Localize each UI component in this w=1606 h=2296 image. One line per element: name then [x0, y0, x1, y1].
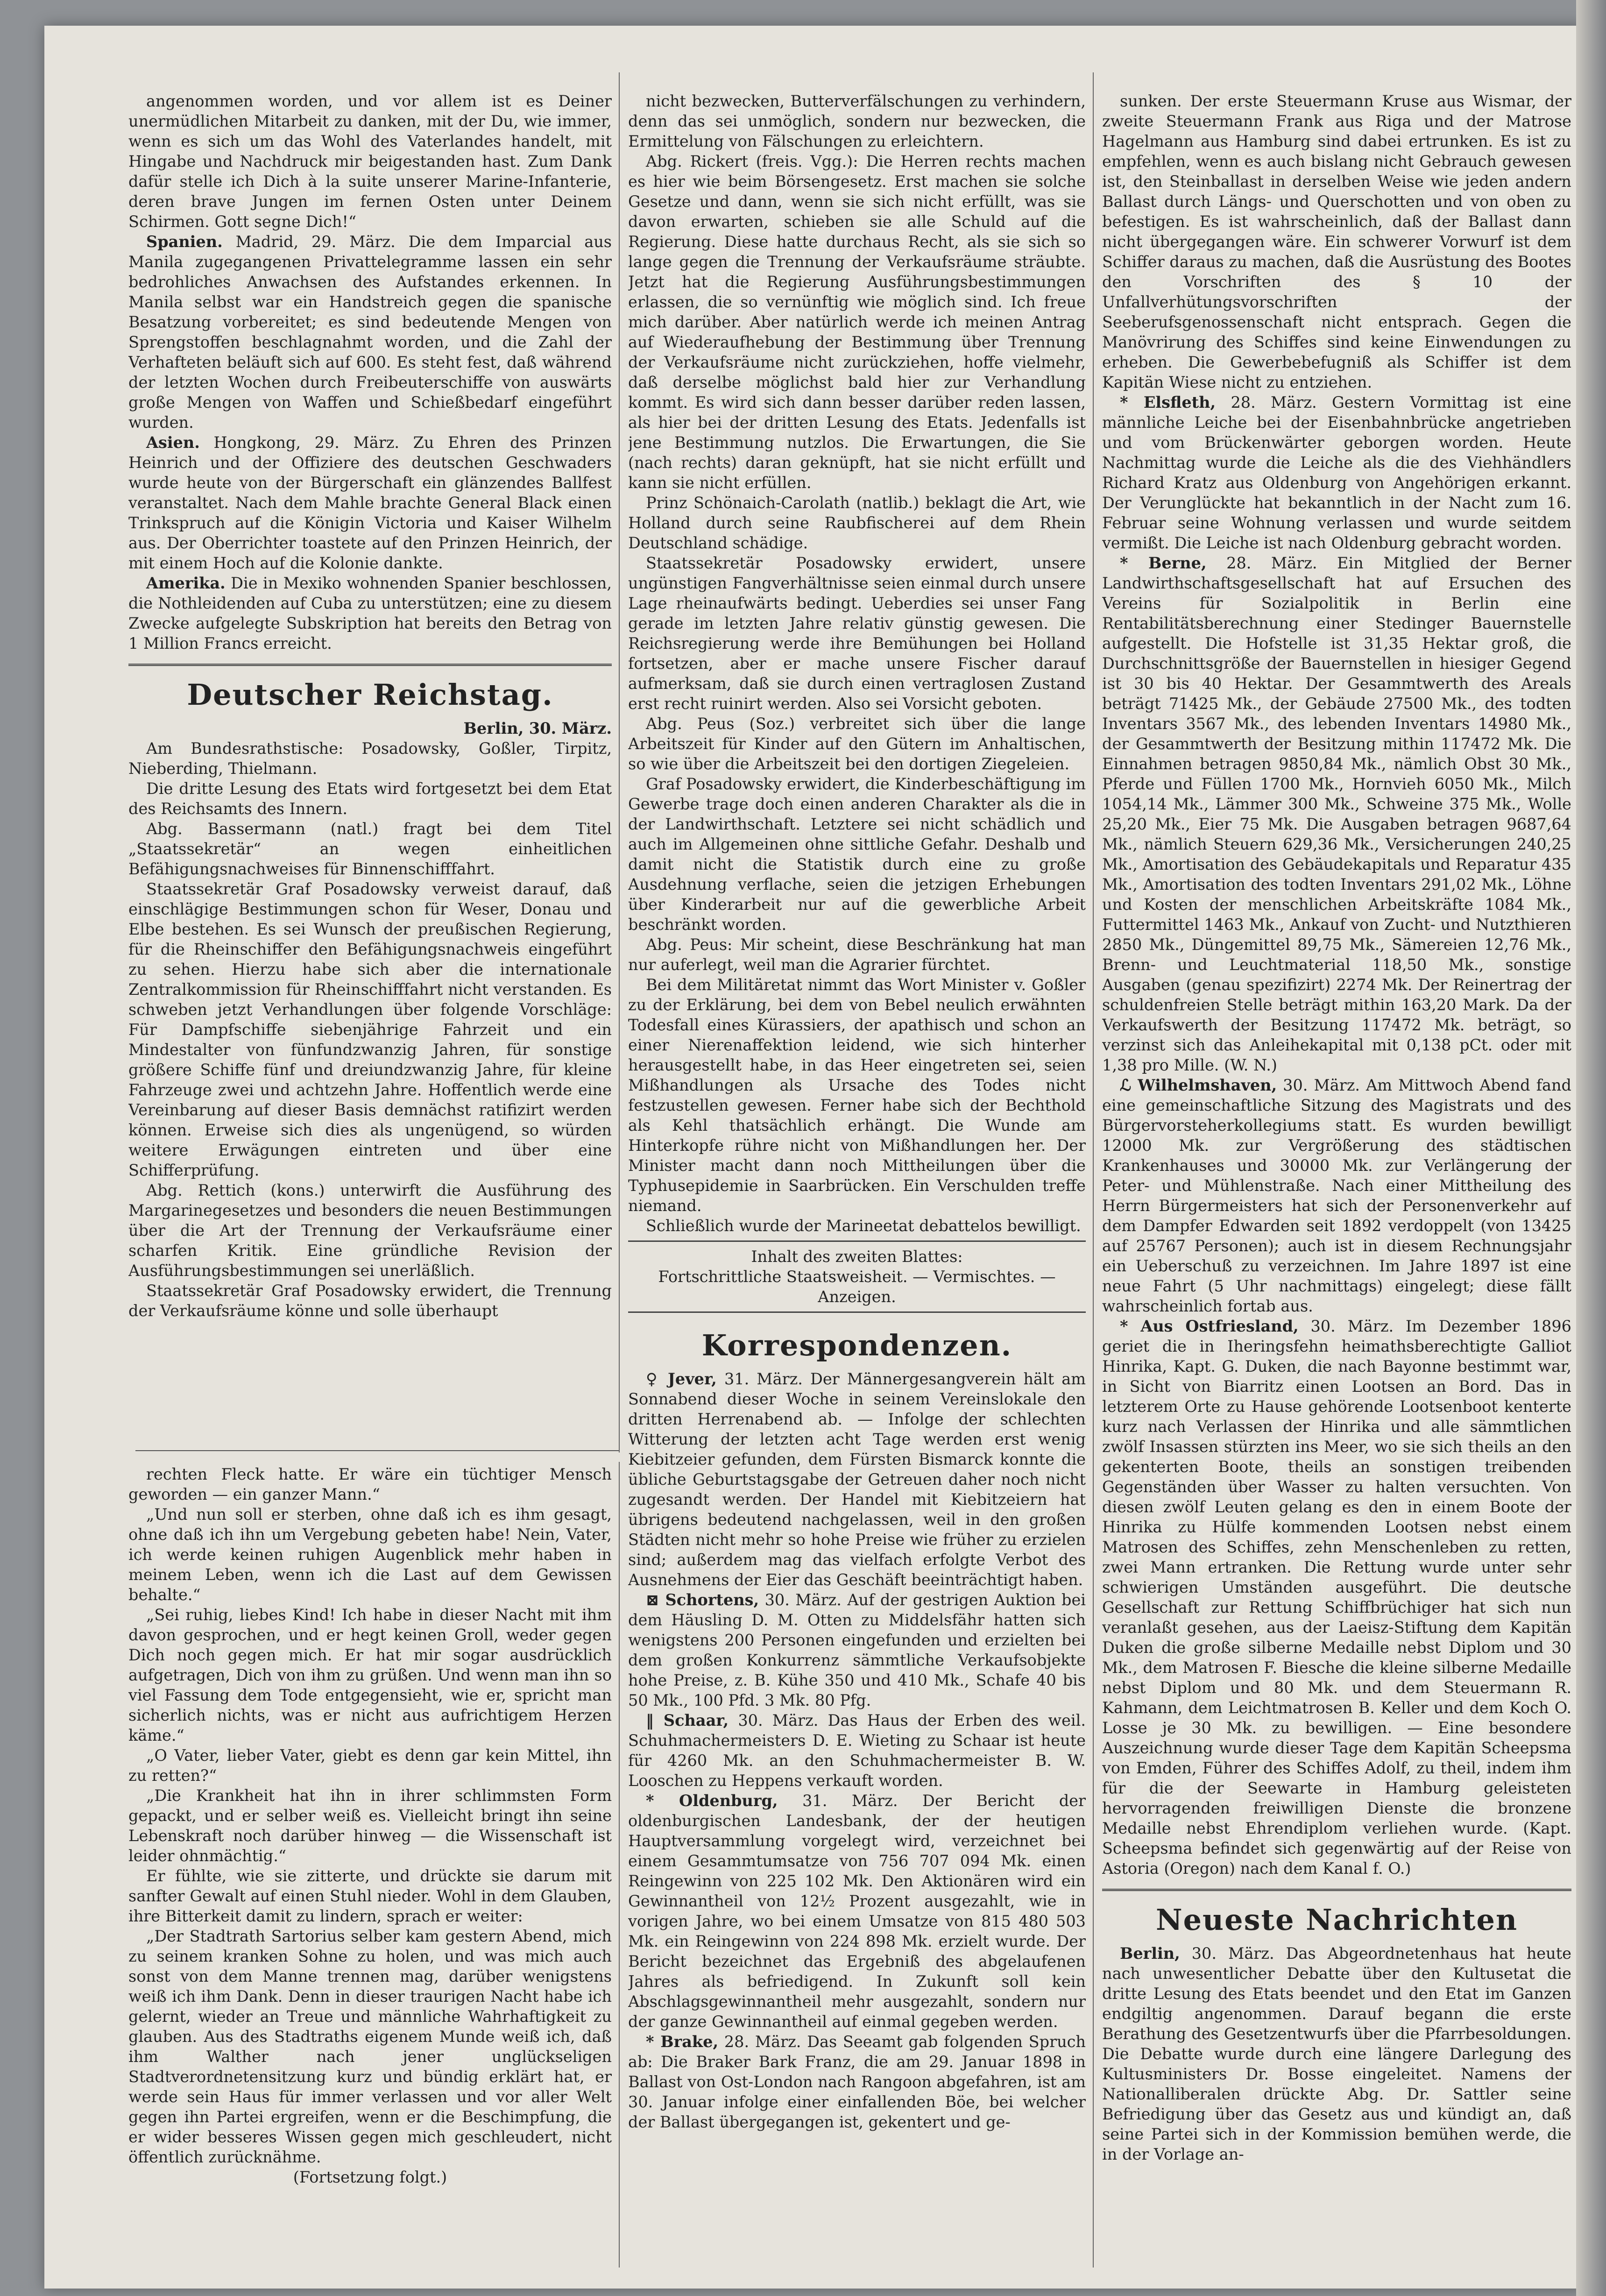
- news-item-heading: Asien.: [146, 433, 200, 452]
- correspondence-item-heading: * Aus Ostfriesland,: [1120, 1317, 1299, 1335]
- news-item-body: angenommen worden, und vor allem ist es Deiner unermüdlichen Mitarbeit zu danken, mit der Du, wie immer, wenn es sich um das Wohl des Vaterlandes handelt, mit Hingabe und Nachdruck mir beigestanden hast. Zum Dank dafür stelle ich Dich à la suite unserer Marine-Infanterie, deren brave Jungen im fernen Osten unter Deinem Schirmen. Gott segne Dich!“: [128, 92, 612, 231]
- feuilleton-paragraph: „O Vater, lieber Vater, giebt es denn gar kein Mittel, ihn zu retten?“: [128, 1746, 612, 1785]
- reichstag-paragraph: Am Bundesrathstische: Posadowsky, Goßler, Tirpitz, Nieberding, Thielmann.: [128, 739, 612, 778]
- page-edge: [1576, 0, 1606, 2296]
- correspondence-item-body: 31. März. Der Männergesangverein hält am Sonnabend dieser Woche in seinem Vereinslokale den dritten Herrenabend ab. — Infolge der schlechten Witterung der letzten acht Tage werden erst wenig Kiebitzeier gefunden, dem Fürsten Bismarck konnte die übliche Geburtstagsgabe der Getreuen daher noch nicht zugesandt werden. Der Handel mit Kiebitzeiern hat übrigens bedeutend nachgelassen, weil in den großen Städten nicht mehr so hohe Preise wie früher zu erzielen sind; außerdem mag das vielfach erfolgte Verbot des Ausnehmens der Eier das Geschäft beeinträchtigt haben.: [628, 1370, 1086, 1589]
- reichstag-paragraph: Staatssekretär Posadowsky erwidert, unsere ungünstigen Fangverhältnisse seien einmal durch unsere Lage rheinaufwärts bedingt. Ueberdies sei unser Fang gerade im letzten Jahre relativ günstig gewesen. Die Reichsregierung werde ihre Bemühungen bei Holland fortsetzen, aber er mache unsere Fischer darauf aufmerksam, daß sie durch einen vertraglosen Zustand erst recht ruinirt werden. Also sei Vorsicht geboten.: [628, 554, 1086, 713]
- news-item: [128, 91, 612, 232]
- correspondence-item-heading: ℒ Wilhelmshaven,: [1120, 1076, 1277, 1094]
- reichstag-title: Deutscher Reichstag.: [187, 678, 553, 712]
- correspondence-item-body: 28. März. Das Seeamt gab folgenden Spruch ab: Die Braker Bark Franz, die am 29. Januar 1898 in Ballast von Ost-London nach Rangoon abgefahren, ist am 30. Januar infolge einer einfallenden Böe, bei welcher der Ballast übergegangen ist, gekentert und ge-: [628, 2033, 1086, 2131]
- correspondence-item: [1102, 1316, 1571, 1878]
- reichstag-paragraph: nicht bezwecken, Butterverfälschungen zu verhindern, denn das sei unmöglich, sondern nur bezwecken, die Ermittelung von Fälschungen zu erleichtern.: [628, 92, 1086, 150]
- correspondence-item: [628, 2032, 1086, 2132]
- correspondence-item-body: 28. März. Ein Mitglied der Berner Landwirthschaftsgesellschaft hat auf Ersuchen des Vereins für Sozialpolitik in Berlin eine Rentabilitätsberechnung einer Stedinger Bauernstelle aufgestellt. Die Hofstelle ist 31,35 Hektar groß, die Durchschnittsgröße der Bauernstellen in hiesiger Gegend ist 30 bis 40 Hektar. Der Gesammtwerth des Areals beträgt 71425 Mk., der Gebäude 27500 Mk., des todten Inventars 3567 Mk., des lebenden Inventars 14980 Mk., der Gesammtwerth der Besitzung mithin 117472 Mk. Die Einnahmen betragen 9850,84 Mk., nämlich Obst 30 Mk., Pferde und Füllen 1700 Mk., Hornvieh 6050 Mk., Milch 1054,14 Mk., Lämmer 300 Mk., Schweine 375 Mk., Wolle 25,20 Mk., Eier 75 Mk. Die Ausgaben betragen 9687,64 Mk., nämlich Steuern 629,36 Mk., Versicherungen 240,25 Mk., Amortisation des Gebäudekapitals und Reparatur 435 Mk., Amortisation des todten Inventars 291,02 Mk., Löhne und Kosten der menschlichen Arbeitskräfte 1084 Mk., Futtermittel 1463 Mk., Ankauf von Zucht- und Nutzthieren 2850 Mk., Düngemittel 89,75 Mk., Sämereien 12,76 Mk., Brenn- und Leuchtmaterial 118,50 Mk., sonstige Ausgaben (genau spezifizirt) 2274 Mk. Der Reinertrag der schuldenfreien Stelle beträgt mithin 163,20 Mark. Da der Verkaufswerth der Besitzung 117472 Mk. beträgt, so verzinst sich das Anleihekapital mit 0,138 pCt. oder mit 1,38 pro Mille. (W. N.): [1102, 554, 1571, 1074]
- correspondence-continued: [1102, 91, 1571, 1878]
- reichstag-paragraph: Staatssekretär Graf Posadowsky verweist darauf, daß einschlägige Bestimmungen schon für Weser, Donau und Elbe bestehen. Es sei Wunsch der preußischen Regierung, für die Rheinschiffer den Befähigungsnachweis eingeführt zu sehen. Hierzu habe sich aber die internationale Zentralkommission für Rheinschifffahrt nicht verstanden. Es schweben jetzt Verhandlungen über folgende Vorschläge: Für Dampfschiffe siebenjährige Fahrzeit und ein Mindestalter von fünfundzwanzig Jahren, für sonstige größere Schiffe fünf und dreiundzwanzig Jahre, für kleine Fahrzeuge zwei und achtzehn Jahre. Hoffentlich werde eine Vereinbarung auf dieser Basis demnächst ratifizirt werden können. Erweise sich dies als ungenügend, so würden weitere Erwägungen eintreten und über eine Schifferprüfung.: [128, 880, 612, 1179]
- correspondence-item-heading: ⊠ Schortens,: [646, 1591, 759, 1609]
- contents-box: [628, 1240, 1086, 1313]
- column-rule-1: [619, 72, 620, 1453]
- column-1: [128, 91, 612, 1446]
- column-3: [1102, 91, 1571, 2268]
- contents-items: Fortschrittliche Staatsweisheit. — Vermischtes. — Anzeigen.: [658, 1268, 1056, 1306]
- news-item: [128, 573, 612, 653]
- reichstag-paragraph: Prinz Schönaich-Carolath (natlib.) beklagt die Art, wie Holland durch seine Raubfischerei auf dem Rhein Deutschland schädige.: [628, 494, 1086, 552]
- correspondence-item: [1102, 1075, 1571, 1316]
- reichstag-report-continued: [628, 91, 1086, 1236]
- correspondence-item: [1102, 91, 1571, 392]
- contents-title: Inhalt des zweiten Blattes:: [751, 1247, 963, 1266]
- correspondence-item-heading: * Brake,: [646, 2033, 719, 2051]
- correspondence-item: [628, 1590, 1086, 1710]
- correspondence-item-body: 31. März. Der Bericht der oldenburgischen Landesbank, der der heutigen Hauptversammlung vorgelegt wird, verzeichnet bei einem Gesammtumsatze von 756 707 094 Mk. einen Reingewinn von 225 102 Mk. Den Aktionären wird ein Gewinnantheil von 12½ Prozent ausgezahlt, wie in vorigen Jahre, wo bei einem Umsatze von 815 480 503 Mk. ein Reingewinn von 224 898 Mk. erzielt wurde. Der Bericht bezeichnet das Ergebniß des abgelaufenen Jahres als befriedigend. In Zukunft soll kein Abschlagsgewinnantheil mehr ausgezahlt, sondern nur der ganze Gewinnantheil auf einmal gegeben werden.: [628, 1792, 1086, 2031]
- feuilleton-paragraph: „Und nun soll er sterben, ohne daß ich es ihm gesagt, ohne daß ich ihn um Vergebung gebeten habe! Nein, Vater, ich werde keinen ruhigen Augenblick mehr haben in meinem Leben, wenn ich die Last auf dem Gewissen behalte.“: [128, 1505, 612, 1604]
- correspondence-item-body: 30. März. Auf der gestrigen Auktion bei dem Häusling D. M. Otten zu Middelsfähr hatten sich wenigstens 200 Personen eingefunden und erzielten bei dem großen Konkurrenz sämmtliche Verkaufsobjekte hohe Preise, z. B. Kühe 350 und 410 Mk., Schafe 40 bis 50 Mk., 100 Pfd. 3 Mk. 80 Pfg.: [628, 1591, 1086, 1709]
- feuilleton-paragraph: rechten Fleck hatte. Er wäre ein tüchtiger Mensch geworden — ein ganzer Mann.“: [128, 1465, 612, 1503]
- latest-news-item-heading: Berlin,: [1120, 1944, 1180, 1963]
- feuilleton-separator: [135, 1450, 619, 1451]
- correspondence-item: [1102, 392, 1571, 553]
- feuilleton-paragraph: „Der Stadtrath Sartorius selber kam gestern Abend, mich zu seinem kranken Sohne zu holen, und was mich auch sonst von dem Manne trennen mag, darüber wenigstens weiß ich ihm Dank. Denn in dieser traurigen Nacht habe ich gelernt, wieder an Treue und männliche Wahrhaftigkeit zu glauben. Aus des Stadtraths eigenem Munde weiß ich, daß ihm Walther nach jener unglückseligen Stadtverordnetensitzung kurz und bündig erklärt hat, er werde sein Haus für immer verlassen und vor aller Welt gegen ihn Partei ergreifen, wenn er die Beschimpfung, die er wider besseres Wissen gegen mich geschleudert, nicht öffentlich zurücknähme.: [128, 1927, 612, 2166]
- reichstag-dateline: Berlin, 30. März.: [463, 719, 612, 737]
- reichstag-paragraph: Abg. Rickert (freis. Vgg.): Die Herren rechts machen es hier wie beim Börsengesetz. Erst machen sie solche Gesetze und dann, wenn sie sich nicht erfüllt, was sie davon erwarten, schieben sie alle Schuld auf die Regierung. Diese hatte durchaus Recht, als sie sich so lange gegen die Trennung der Verkaufsräume sträubte. Jetzt hat die Regierung Ausführungsbestimmungen erlassen, die so vernünftig wie möglich sind. Ich freue mich darüber. Aber natürlich werde ich meinen Antrag auf Wiederaufhebung der Bestimmung über Trennung der Verkaufsräume nicht zurückziehen, hoffe vielmehr, daß derselbe möglichst bald hier zur Verhandlung kommt. Es wird sich dann besser darüber reden lassen, als hier bei der dritten Lesung des Etats. Jedenfalls ist jene Bestimmung nutzlos. Die Erwartungen, die Sie (nach rechts) daran geknüpft, hat sie nicht erfüllt und kann sie nicht erfüllen.: [628, 152, 1086, 492]
- correspondence-item: [1102, 553, 1571, 1075]
- column-rule-3: [619, 1462, 620, 2268]
- feuilleton-footer: (Fortsetzung folgt.): [293, 2168, 447, 2186]
- news-item-heading: Spanien.: [146, 233, 223, 251]
- latest-news-title: Neueste Nachrichten: [1155, 1903, 1518, 1937]
- feuilleton-paragraph: Er fühlte, wie sie zitterte, und drückte sie darum mit sanfter Gewalt auf einen Stuhl nieder. Wohl in dem Glauben, ihre Bitterkeit damit zu lindern, sprach er weiter:: [128, 1867, 612, 1925]
- feuilleton-text: [128, 1464, 612, 2167]
- news-item: [128, 232, 612, 432]
- correspondence-item-heading: * Oldenburg,: [646, 1792, 778, 1810]
- correspondence-item-body: 28. März. Gestern Vormittag ist eine männliche Leiche bei der Eisenbahnbrücke angetrieben und vom Brückenwärter geborgen worden. Heute Nachmittag wurde die Leiche als die des Viehhändlers Richard Kratz aus Oldenburg von Angehörigen erkannt. Der Verunglückte hat bekanntlich in der Nacht zum 16. Februar seine Wohnung verlassen und wurde seitdem vermißt. Die Leiche ist nach Oldenburg gebracht worden.: [1102, 393, 1571, 552]
- correspondence-list: [628, 1369, 1086, 2132]
- correspondence-item-heading: * Berne,: [1120, 554, 1207, 572]
- news-item-body: Madrid, 29. März. Die dem Imparcial aus Manila zugegangenen Privattelegramme lassen ein sehr bedrohliches Anwachsen des Aufstandes erkennen. In Manila selbst war ein Handstreich gegen die spanische Besatzung vorbereitet; es sind bedeutende Mengen von Sprengstoffen beschlagnahmt worden, und die Zahl der Verhafteten beläuft sich auf 600. Es steht fest, daß während der letzten Wochen durch Freibeuterschiffe von auswärts große Mengen von Waffen und Schießbedarf eingeführt wurden.: [128, 233, 612, 432]
- correspondence-item: [628, 1369, 1086, 1590]
- reichstag-paragraph: Schließlich wurde der Marineetat debattelos bewilligt.: [646, 1217, 1081, 1235]
- foreign-news: [128, 91, 612, 653]
- correspondence-item-heading: * Elsfleth,: [1120, 393, 1216, 411]
- reichstag-report: [128, 738, 612, 1321]
- latest-news-item-body: 30. März. Das Abgeordnetenhaus hat heute nach unwesentlicher Debatte über den Kultusetat die dritte Lesung des Etats beendet und den Etat im Ganzen endgiltig angenommen. Darauf begann die erste Berathung des Gesetzentwurfs über die Pfarrbesoldungen. Die Debatte wurde durch eine längere Darlegung des Kultusministers Dr. Bosse eingeleitet. Namens der Nationalliberalen drückte Abg. Dr. Sattler seine Befriedigung über das Gesetz aus und kündigt an, daß seine Partei sich in der Kommission bemühen werde, die in der Vorlage an-: [1102, 1944, 1571, 2163]
- reichstag-paragraph: Staatssekretär Graf Posadowsky erwidert, die Trennung der Verkaufsräume könne und solle überhaupt: [128, 1282, 612, 1320]
- correspondence-item-heading: ‖ Schaar,: [646, 1711, 729, 1729]
- column-rule-2: [1093, 72, 1094, 2268]
- reichstag-paragraph: Bei dem Militäretat nimmt das Wort Minister v. Goßler zu der Erklärung, bei dem von Bebel neulich erwähnten Todesfall eines Kürassiers, der apathisch und schon an einer Nierenaffektion leidend, wie sich hinterher herausgestellt habe, in das Heer eingetreten sei, seien Mißhandlungen als Ursache des Todes nicht festzustellen gewesen. Ferner habe sich der Bechthold als Kehl thatsächlich erhängt. Die Wunde am Hinterkopfe rühre nicht von Mißhandlungen her. Der Minister macht dann noch Mittheilungen über die Typhusepidemie in Saarbrücken. Ein Verschulden treffe niemand.: [628, 976, 1086, 1215]
- correspondence-title: Korrespondenzen.: [701, 1328, 1012, 1362]
- correspondence-item-body: 30. März. Am Mittwoch Abend fand eine gemeinschaftliche Sitzung des Magistrats und des Bürgervorsteherkollegiums statt. Es wurden bewilligt 12000 Mk. zur Vergrößerung des städtischen Krankenhauses und 30000 Mk. zur Verlängerung der Peter- und Mühlenstraße. Nach einer Mittheilung des Herrn Bürgermeisters hat sich der Personenverkehr auf dem Dampfer Edwarden seit 1892 verdoppelt (von 13425 auf 25767 Personen); auch ist in diesem Rechnungsjahr ein Ueberschuß zu verzeichnen. Im Jahre 1897 ist eine neue Fahrt (5 Uhr nachmittags) eingelegt; diese fällt wahrscheinlich fortab aus.: [1102, 1076, 1571, 1315]
- feuilleton-column: [128, 1464, 612, 2268]
- reichstag-paragraph: Abg. Peus (Soz.) verbreitet sich über die lange Arbeitszeit für Kinder auf den Gütern im Anhaltischen, so wie über die Arbeitszeit bei den dortigen Ziegeleien.: [628, 715, 1086, 773]
- reichstag-paragraph: Die dritte Lesung des Etats wird fortgesetzt bei dem Etat des Reichsamts des Innern.: [128, 780, 612, 818]
- correspondence-item-body: 30. März. Das Haus der Erben des weil. Schuhmachermeisters D. E. Wieting zu Schaar ist heute für 4260 Mk. an den Schuhmachermeister B. W. Looschen zu Heppens verkauft worden.: [628, 1711, 1086, 1790]
- correspondence-item: [628, 1791, 1086, 2032]
- latest-news-item: [1102, 1943, 1571, 2164]
- correspondence-item-heading: ♀ Jever,: [646, 1370, 717, 1388]
- double-rule: [128, 664, 612, 666]
- correspondence-item: [628, 1710, 1086, 1791]
- news-item-heading: Amerika.: [146, 574, 226, 592]
- newspaper-page: [44, 26, 1585, 2289]
- reichstag-paragraph: Abg. Peus: Mir scheint, diese Beschränkung hat man nur auferlegt, weil man die Agrarier fürchtet.: [628, 935, 1086, 974]
- feuilleton-paragraph: „Die Krankheit hat ihn in ihrer schlimmsten Form gepackt, und er selber weiß es. Vielleicht bringt ihn seine Lebenskraft noch darüber hinweg — die Wissenschaft ist leider ohnmächtig.“: [128, 1786, 612, 1865]
- latest-news: [1102, 1943, 1571, 2164]
- reichstag-paragraph: Graf Posadowsky erwidert, die Kinderbeschäftigung im Gewerbe trage doch einen anderen Charakter als die in der Landwirthschaft. Letztere sei nicht schädlich und auch im Allgemeinen ohne sittliche Gefahr. Deshalb und damit nicht die Statistik durch eine zu große Ausdehnung verflache, seien die jetzigen Erhebungen über Kinderarbeit nur auf die gewerbliche Arbeit beschränkt worden.: [628, 775, 1086, 934]
- reichstag-paragraph: Abg. Rettich (kons.) unterwirft die Ausführung des Margarinegesetzes und besonders die neuen Bestimmungen über die Art der Trennung der Verkaufsräume einer scharfen Kritik. Eine gründliche Revision der Ausführungsbestimmungen sei unerläßlich.: [128, 1181, 612, 1280]
- correspondence-item-body: 30. März. Im Dezember 1896 geriet die in Iheringsfehn heimathsberechtigte Galliot Hinrika, Kapt. G. Duken, die nach Bayonne bestimmt war, in Sicht von Biarritz einen Lootsen an Bord. Das in letzterem Orte zu Hause gehörende Lootsenboot kenterte kurz nach Verlassen der Hinrika und alle sämmtlichen zwölf Insassen stürzten ins Meer, wo sie sich theils an den gekenterten Boote, theils an sonstigen treibenden Gegenständen über Wasser zu halten versuchten. Von diesen zwölf Leuten gelang es den in einem Boote der Hinrika zu Hülfe kommenden Lootsen nebst einem Matrosen des Schiffes, zehn Menschenleben zu retten, zwei Mann ertranken. Die Rettung wurde unter sehr schwierigen Umständen ausgeführt. Die deutsche Gesellschaft zur Rettung Schiffbrüchiger hat sich nun veranlaßt gesehen, aus der Laeisz-Stiftung dem Kapitän Duken die große silberne Medaille nebst Diplom und 30 Mk., dem Matrosen F. Biesche die kleine silberne Medaille nebst Diplom und 80 Mk. und dem Steuermann R. Kahmann, dem Leichtmatrosen B. Keller und dem Koch O. Losse je 30 Mk. zu bewilligen. — Eine besondere Auszeichnung wurde dieser Tage dem Kapitän Scheepsma von Emden, Führer des Schiffes Adolf, zu theil, indem ihm für die der Seewarte in Hamburg geleisteten hervorragenden freiwilligen Dienste die bronzene Medaille nebst Ehrendiplom verliehen wurde. (Kapt. Scheepsma befindet sich gegenwärtig auf der Reise von Astoria (Oregon) nach dem Kanal f. O.): [1102, 1317, 1571, 1878]
- feuilleton-paragraph: „Sei ruhig, liebes Kind! Ich habe in dieser Nacht mit ihm davon gesprochen, und er hegt keinen Groll, weder gegen Dich noch gegen mich. Er hat mir sogar ausdrücklich aufgetragen, Dich von ihm zu grüßen. Und wenn man ihn so viel Fassung dem Tode entgegensieht, wie er, spricht man sicherlich nichts, was er nicht aus aufrichtigem Herzen käme.“: [128, 1606, 612, 1744]
- reichstag-paragraph: Abg. Bassermann (natl.) fragt bei dem Titel „Staatssekretär“ an wegen einheitlichen Befähigungsnachweises für Binnenschifffahrt.: [128, 820, 612, 878]
- column-2: [628, 91, 1086, 2268]
- news-item-body: Die in Mexiko wohnenden Spanier beschlossen, die Nothleidenden auf Cuba zu unterstützen; eine zu diesem Zwecke aufgelegte Subskription hat bereits den Betrag von 1 Million Francs erreicht.: [128, 574, 612, 652]
- news-item-body: Hongkong, 29. März. Zu Ehren des Prinzen Heinrich und der Offiziere des deutschen Geschwaders wurde heute von der Bürgerschaft ein glänzendes Ballfest veranstaltet. Nach dem Mahle brachte General Black einen Trinkspruch auf die Königin Victoria und Kaiser Wilhelm aus. Der Oberrichter toastete auf den Prinzen Heinrich, der mit einem Hoch auf die Kolonie dankte.: [128, 433, 612, 572]
- news-item: [128, 432, 612, 573]
- correspondence-item-body: sunken. Der erste Steuermann Kruse aus Wismar, der zweite Steuermann Frank aus Riga und der Matrose Hagelmann aus Hamburg sind dabei ertrunken. Es ist zu empfehlen, wenn es auch bislang nicht Gebrauch gewesen ist, den Steinballast in derselben Weise wie jeden andern Ballast durch Längs- und Querschotten und von oben zu befestigen. Es ist wahrscheinlich, daß der Ballast dann nicht übergegangen wäre. Ein schwerer Vorwurf ist dem Schiffer daraus zu machen, daß die Ausrüstung des Bootes den Vorschriften des § 10 der Unfallverhütungsvorschriften der Seeberufsgenossenschaft nicht entsprach. Gegen die Manövrirung des Schiffes sind keine Einwendungen zu erheben. Die Gewerbebefugniß als Schiffer ist dem Kapitän Wiese nicht zu entziehen.: [1102, 92, 1571, 391]
- double-rule-2: [1102, 1889, 1571, 1891]
